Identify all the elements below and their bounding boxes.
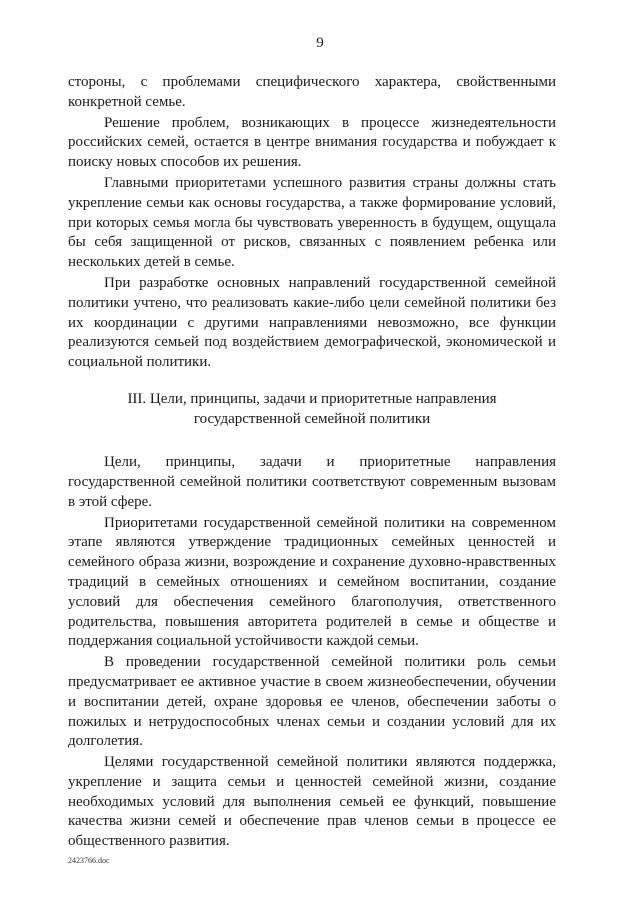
paragraph: Главными приоритетами успешного развития страны должны стать укрепление семьи как основы государства, а также формирование условий, при которых семья могла бы чувствовать уверенность в будущем, ощущала бы себя защищенной от рисков, связанных с появлением ребенка или нескольких детей в семье. — [68, 174, 556, 271]
section-heading — [68, 390, 556, 429]
document-footer-filename: 2423766.doc — [68, 856, 110, 865]
section-heading-line2: государственной семейной политики — [193, 410, 431, 427]
paragraph: В проведении государственной семейной политики роль семьи предусматривает ее активное участие в своем жизнеобеспечении, обучении и воспитании детей, охране здоровья ее членов, обеспечении заботы о пожилых и нетрудоспособных членах семьи и создании условий для их долголетия. — [68, 654, 556, 750]
paragraph: При разработке основных направлений государственной семейной политики учтено, что реализовать какие-либо цели семейной политики без их координации с другими направлениями невозможно, все функции реализуются семьей под воздействием демографической, экономической и социальной политики. — [68, 274, 556, 371]
section-heading-line1: III. Цели, принципы, задачи и приоритетные направления — [127, 390, 497, 407]
paragraph-continuation: стороны, с проблемами специфического характера, свойственными конкретной семье. — [68, 74, 556, 110]
paragraph: Приоритетами государственной семейной политики на современном этапе являются утверждение традиционных семейных ценностей и семейного образа жизни, возрождение и сохранение духовно-нравственных традиций в семейных отношениях и семейном воспитании, создание условий для обеспечения семейного благополучия, ответственного родительства, повышения авторитета родителей в семье и обществе и поддержания социальной устойчивости каждой семьи. — [68, 514, 556, 650]
page-number: 9 — [316, 35, 324, 51]
paragraph: Целями государственной семейной политики являются поддержка, укрепление и защита семьи и ценностей семейной жизни, создание необходимых условий для выполнения семьей ее функций, повышение качества жизни семей и обеспечение прав членов семьи в процессе ее общественного развития. — [68, 754, 556, 850]
document-body — [68, 73, 556, 852]
paragraph: Решение проблем, возникающих в процессе жизнедеятельности российских семей, остается в центре внимания государства и побуждает к поиску новых способов их решения. — [68, 114, 556, 171]
paragraph: Цели, принципы, задачи и приоритетные направления государственной семейной политики соответствуют современным вызовам в этой сфере. — [68, 454, 556, 510]
